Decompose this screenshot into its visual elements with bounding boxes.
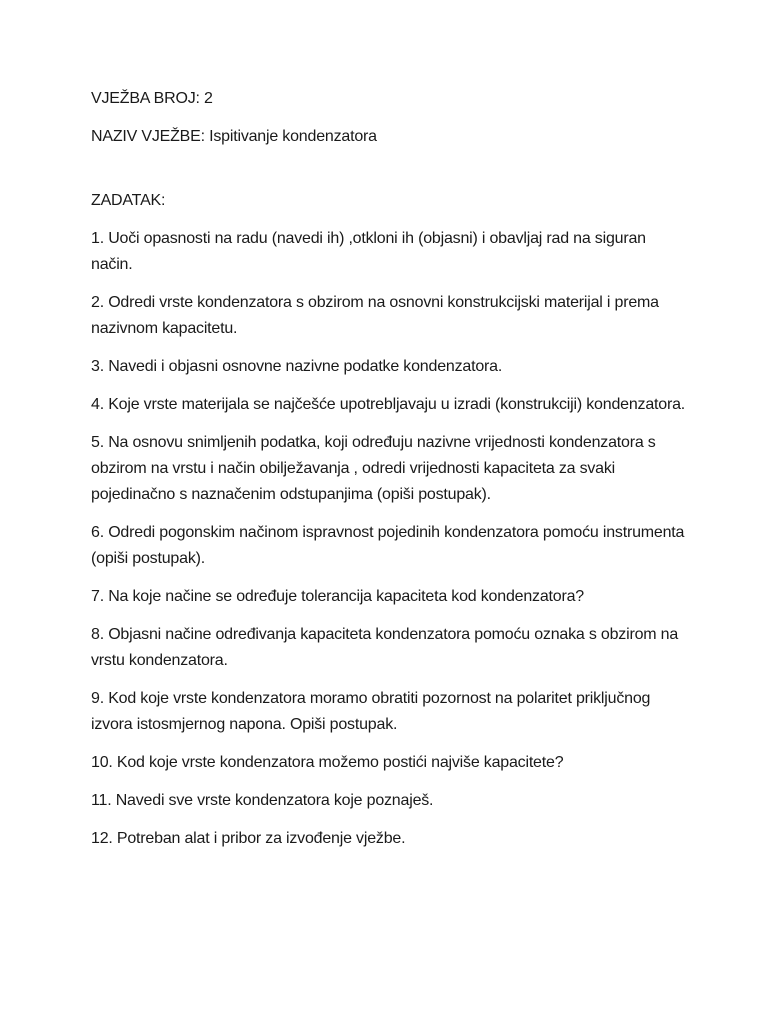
task-list <box>91 226 691 852</box>
exercise-number: VJEŽBA BROJ: 2 <box>91 90 213 107</box>
task-item-9: 9. Kod koje vrste kondenzatora moramo obratiti pozornost na polaritet priključnog izvora istosmjernog napona. Opiši postupak. <box>91 690 651 733</box>
task-item-7: 7. Na koje načine se određuje tolerancija kapaciteta kod kondenzatora? <box>91 588 585 605</box>
task-item-12: 12. Potreban alat i pribor za izvođenje vježbe. <box>91 830 406 847</box>
task-item-1: 1. Uoči opasnosti na radu (navedi ih) ,otkloni ih (objasni) i obavljaj rad na siguran način. <box>91 230 646 273</box>
task-item-2: 2. Odredi vrste kondenzatora s obzirom na osnovni konstrukcijski materijal i prema nazivnom kapacitetu. <box>91 294 659 337</box>
task-item-5: 5. Na osnovu snimljenih podatka, koji određuju nazivne vrijednosti kondenzatora s obzirom na vrstu i način obilježavanja , odredi vrijednosti kapaciteta za svaki pojedinačno s naznačenim odstupanjima (opiši postupak). <box>91 434 656 503</box>
task-heading: ZADATAK: <box>91 192 166 209</box>
task-item-8: 8. Objasni načine određivanja kapaciteta kondenzatora pomoću oznaka s obzirom na vrstu kondenzatora. <box>91 626 679 669</box>
exercise-name: NAZIV VJEŽBE: Ispitivanje kondenzatora <box>91 128 377 145</box>
task-item-4: 4. Koje vrste materijala se najčešće upotrebljavaju u izradi (konstrukciji) kondenzatora. <box>91 396 686 413</box>
task-item-3: 3. Navedi i objasni osnovne nazivne podatke kondenzatora. <box>91 358 503 375</box>
document-body <box>91 86 691 864</box>
task-item-6: 6. Odredi pogonskim načinom ispravnost pojedinih kondenzatora pomoću instrumenta (opiši postupak). <box>91 524 685 567</box>
task-item-10: 10. Kod koje vrste kondenzatora možemo postići najviše kapacitete? <box>91 754 564 771</box>
task-item-11: 11. Navedi sve vrste kondenzatora koje poznaješ. <box>91 792 434 809</box>
